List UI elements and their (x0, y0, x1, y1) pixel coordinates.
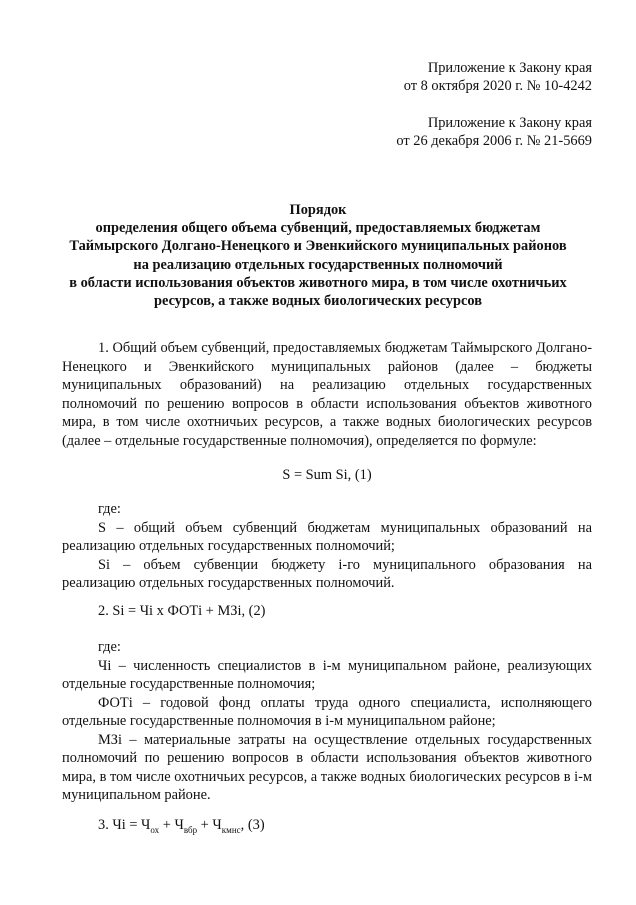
formula-plus: + Ч (159, 817, 184, 833)
definitions-2 (62, 638, 592, 805)
formula-tail: , (3) (240, 817, 265, 833)
formula-text (62, 816, 592, 835)
formula-3 (62, 816, 592, 835)
formula-text: S = Sum Si, (1) (282, 467, 372, 483)
definition-Si: Si – объем субвенции бюджету i-го муниципального образования на реализацию отдельных государственных полномочий. (62, 556, 592, 591)
formula-plus: + Ч (197, 817, 222, 833)
title-line: на реализацию отдельных государственных полномочий (133, 256, 503, 273)
where-label: где: (98, 501, 121, 517)
subscript-kmns: кмнс (221, 824, 241, 835)
document-title (30, 201, 606, 310)
definition-FOTi: ФОТi – годовой фонд оплаты труда одного специалиста, исполняющего отдельные государственные полномочия в i-м муниципальном районе; (62, 694, 592, 729)
title-line: в области использования объектов животного мира, в том числе охотничьих (69, 274, 567, 291)
title-line: ресурсов, а также водных биологических ресурсов (154, 293, 482, 310)
appendix-line: Приложение к Закону края (427, 60, 592, 76)
formula-1 (62, 466, 592, 485)
appendix-header-current (404, 59, 592, 95)
subscript-oh: ох (150, 824, 160, 835)
appendix-line: Приложение к Закону края (427, 115, 592, 131)
law-date-line: от 26 декабря 2006 г. № 21-5669 (396, 133, 592, 149)
title-line: определения общего объема субвенций, предоставляемых бюджетам (95, 220, 541, 237)
definition-S: S – общий объем субвенций бюджетам муниципальных образований на реализацию отдельных государственных полномочий; (62, 519, 592, 554)
formula-lhs: 3. Чi = Ч (98, 817, 151, 833)
title-line: Таймырского Долгано-Ненецкого и Эвенкийского муниципальных районов (69, 238, 567, 255)
definition-Chi: Чi – численность специалистов в i-м муниципальном районе, реализующих отдельные государственные полномочия; (62, 657, 592, 692)
subscript-vbr: вбр (183, 824, 198, 835)
paragraph-text: 1. Общий объем субвенций, предоставляемых бюджетам Таймырского Долгано-Ненецкого и Эвенкийского муниципальных районов (далее – бюджеты муниципальных образований) на реализацию отдельных государственных полномочий по решению вопросов в области использования объектов животного мира, в том числе охотничьих ресурсов, а также водных биологических ресурсов (далее – отдельные государственные полномочия), определяется по формуле: (62, 340, 592, 449)
definition-MZi: МЗi – материальные затраты на осуществление отдельных государственных полномочий по решению вопросов в области использования объектов животного мира, в том числе охотничьих ресурсов, а также водных биологических ресурсов в i-м муниципальном районе. (62, 731, 592, 803)
definitions-1 (62, 500, 592, 593)
appendix-header-original (396, 114, 592, 150)
law-date-line: от 8 октября 2020 г. № 10-4242 (403, 78, 592, 94)
formula-text: 2. Si = Чi х ФОТi + МЗi, (2) (98, 603, 266, 619)
where-label: где: (98, 639, 121, 655)
formula-2 (62, 602, 592, 621)
paragraph-1 (62, 339, 592, 450)
title-line: Порядок (289, 202, 347, 218)
